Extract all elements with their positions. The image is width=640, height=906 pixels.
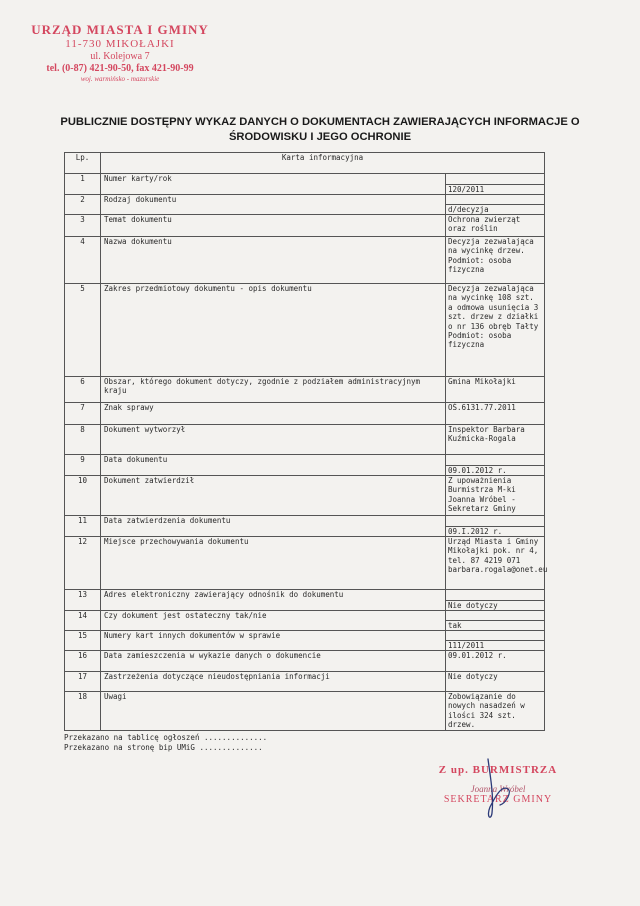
row-number: 3 — [65, 215, 101, 237]
row-value-text: Decyzja zezwalająca na wycinkę drzew. Podmiot: osoba fizyczna — [448, 237, 534, 275]
table-row — [65, 537, 545, 590]
row-number: 8 — [65, 425, 101, 455]
row-number: 6 — [65, 377, 101, 403]
table-row — [65, 692, 545, 731]
table-row — [65, 284, 545, 377]
footer-note-board: Przekazano na tablicę ogłoszeń .............. — [64, 733, 268, 742]
table-row — [65, 215, 545, 237]
table-row — [65, 590, 545, 611]
title-line-2: ŚRODOWISKU I JEGO OCHRONIE — [228, 131, 412, 144]
title-line-1: PUBLICZNIE DOSTĘPNY WYKAZ DANYCH O DOKUMENTACH ZAWIERAJĄCYCH INFORMACJE O — [60, 116, 580, 128]
office-stamp — [20, 22, 220, 83]
row-value — [446, 195, 545, 215]
table-row — [65, 455, 545, 476]
row-value-text: OŚ.6131.77.2011 — [448, 403, 516, 412]
row-number: 1 — [65, 174, 101, 195]
row-value-text: Ochrona zwierząt oraz roślin — [448, 215, 521, 234]
row-label: Dokument zatwierdził — [101, 476, 446, 516]
row-value-text: Zobowiązanie do nowych nasadzeń w ilości 324 szt. drzew. — [448, 692, 525, 730]
row-value — [446, 516, 545, 537]
row-value — [446, 537, 548, 590]
table-row — [65, 672, 545, 692]
row-value-filled: 09.I.2012 r. — [446, 526, 544, 536]
row-label: Uwagi — [101, 692, 446, 731]
stamp-bottom-line-3: SEKRETARZ GMINY — [443, 794, 553, 805]
row-value — [446, 476, 545, 516]
row-number: 5 — [65, 284, 101, 377]
row-value-filled: Nie dotyczy — [446, 600, 544, 610]
row-value-filled: d/decyzja — [446, 204, 544, 214]
table-row — [65, 403, 545, 425]
row-value — [446, 631, 545, 651]
row-value-text: 09.01.2012 r. — [448, 651, 507, 660]
row-number: 9 — [65, 455, 101, 476]
row-value-text: Urząd Miasta i Gminy Mikołajki pok. nr 4, tel. 87 4219 071 barbara.rogala@onet.eu — [448, 537, 548, 575]
stamp-region: woj. warmińsko - mazurskie — [80, 74, 160, 83]
row-number: 16 — [65, 651, 101, 672]
table-row — [65, 174, 545, 195]
stamp-bottom-line-2: Joanna Wróbel — [470, 784, 526, 794]
row-value-text: Inspektor Barbara Kuźmicka-Rogala — [448, 425, 525, 444]
row-value — [446, 425, 545, 455]
row-label: Nazwa dokumentu — [101, 237, 446, 284]
stamp-phone-fax: tel. (0-87) 421-90-50, fax 421-90-99 — [46, 62, 194, 74]
row-label: Zastrzeżenia dotyczące nieudostępniania informacji — [101, 672, 446, 692]
document-title — [60, 115, 580, 145]
row-value — [446, 215, 545, 237]
row-label: Temat dokumentu — [101, 215, 446, 237]
table-row — [65, 237, 545, 284]
stamp-office-name: URZĄD MIASTA I GMINY — [31, 22, 209, 37]
table-row — [65, 516, 545, 537]
table-row — [65, 651, 545, 672]
footer-notes — [64, 733, 267, 753]
stamp-street: ul. Kolejowa 7 — [90, 50, 150, 62]
row-label: Miejsce przechowywania dokumentu — [101, 537, 446, 590]
table-row — [65, 425, 545, 455]
row-value — [446, 651, 545, 672]
row-value — [446, 455, 545, 476]
stamp-bottom-line-1: Z up. BURMISTRZA — [438, 764, 558, 776]
row-value-filled: 09.01.2012 r. — [446, 465, 544, 475]
row-value — [446, 590, 545, 611]
row-value-text: Nie dotyczy — [448, 672, 498, 681]
row-number: 17 — [65, 672, 101, 692]
row-label: Dokument wytworzył — [101, 425, 446, 455]
row-value-filled: 111/2011 — [446, 640, 544, 650]
row-value — [446, 174, 545, 195]
row-label: Data zatwierdzenia dokumentu — [101, 516, 446, 537]
table-row — [65, 631, 545, 651]
row-value — [446, 611, 545, 631]
table-row — [65, 195, 545, 215]
row-number: 4 — [65, 237, 101, 284]
stamp-postal-city: 11-730 MIKOŁAJKI — [65, 37, 175, 50]
row-number: 2 — [65, 195, 101, 215]
row-label: Czy dokument jest ostateczny tak/nie — [101, 611, 446, 631]
row-number: 13 — [65, 590, 101, 611]
row-number: 10 — [65, 476, 101, 516]
row-number: 14 — [65, 611, 101, 631]
handwritten-signature — [470, 755, 530, 825]
row-value-text: Decyzja zezwalająca na wycinkę 108 szt. a odmowa usunięcia 3 szt. drzew z działki o nr 136 obręb Tałty Podmiot: osoba fizyczna — [448, 284, 539, 350]
header-card: Karta informacyjna — [101, 153, 545, 174]
row-value — [446, 403, 545, 425]
row-number: 7 — [65, 403, 101, 425]
row-value — [446, 237, 545, 284]
row-label: Rodzaj dokumentu — [101, 195, 446, 215]
row-label: Zakres przedmiotowy dokumentu - opis dokumentu — [101, 284, 446, 377]
table-row — [65, 476, 545, 516]
row-value-filled: 120/2011 — [446, 184, 544, 194]
row-number: 15 — [65, 631, 101, 651]
header-lp: Lp. — [65, 153, 101, 174]
row-value — [446, 284, 545, 377]
row-label: Znak sprawy — [101, 403, 446, 425]
row-value — [446, 692, 545, 731]
row-label: Data zamieszczenia w wykazie danych o dokumencie — [101, 651, 446, 672]
row-value-text: Z upoważnienia Burmistrza M-ki Joanna Wróbel - Sekretarz Gminy — [448, 476, 516, 514]
row-label: Numery kart innych dokumentów w sprawie — [101, 631, 446, 651]
row-number: 18 — [65, 692, 101, 731]
row-label: Adres elektroniczny zawierający odnośnik do dokumentu — [101, 590, 446, 611]
row-number: 11 — [65, 516, 101, 537]
table-row — [65, 611, 545, 631]
row-value-filled: tak — [446, 620, 544, 630]
row-value-text: Gmina Mikołajki — [448, 377, 516, 386]
row-value — [446, 672, 545, 692]
row-label: Numer karty/rok — [101, 174, 446, 195]
table-header-row — [65, 153, 545, 174]
row-label: Data dokumentu — [101, 455, 446, 476]
row-number: 12 — [65, 537, 101, 590]
row-label: Obszar, którego dokument dotyczy, zgodnie z podziałem administracyjnym kraju — [101, 377, 446, 403]
table-row — [65, 377, 545, 403]
row-value — [446, 377, 545, 403]
footer-note-bip: Przekazano na stronę bip UMiG .............. — [64, 743, 263, 752]
info-card-table — [64, 152, 548, 731]
